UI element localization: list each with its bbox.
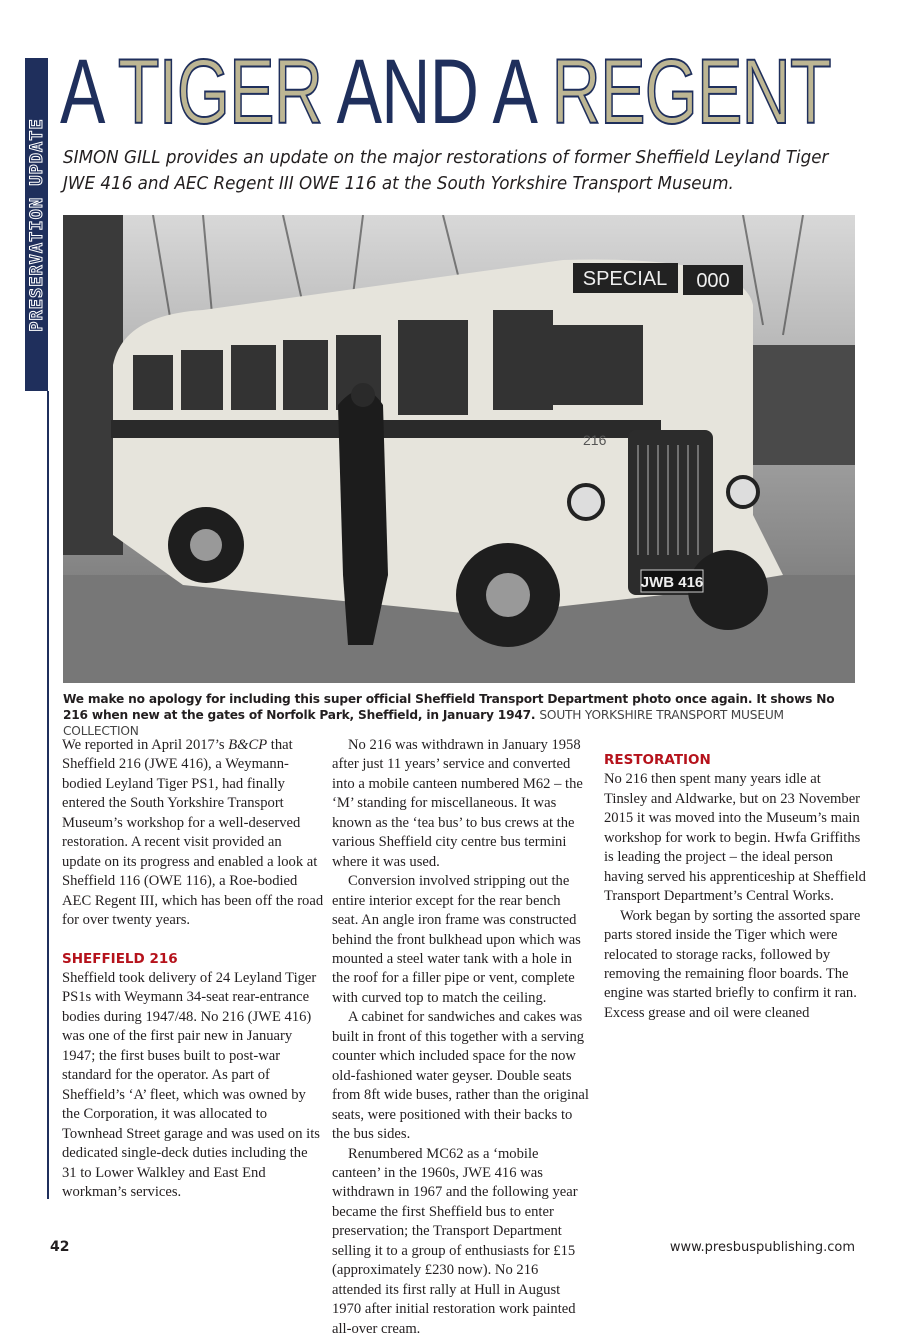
title-word-regent: REGENT <box>551 41 831 143</box>
destination-blind: SPECIAL <box>582 268 668 290</box>
intro-text: We reported in April 2017’s <box>62 737 229 753</box>
fleet-number: 216 <box>583 432 607 448</box>
paragraph: Conversion involved stripping out the entire interior except for the rear bench seat. An angle iron frame was constructed behind the front bulkhead upon which was mounted a steel water tank with a hole in the roof for a filler pipe or vent, complete with curved top to match the ceiling. <box>332 873 581 1006</box>
caption-credit: SOUTH YORKSHIRE TRANSPORT MUSEUM COLLECTION <box>63 708 784 738</box>
intro-text: that Sheffield 216 (JWE 416), a Weymann-bodied Leyland Tiger PS1, had finally entered the South Yorkshire Transport Museum’s workshop for a well-deserved restoration. A recent visit provided an update on its progress and enabled a look at Sheffield 116 (OWE 116), a Roe-bodied AEC Regent III, which has been off the road for over twenty years. <box>62 737 324 929</box>
paragraph: A cabinet for sandwiches and cakes was built in front of this together with a serving counter which included space for the now old-fashioned water geyser. Double seats from 8ft wide buses, rather than the original seats, were positioned with their backs to the bus sides. <box>332 1009 589 1143</box>
article-column-2 <box>332 736 590 1339</box>
paragraph-intro <box>62 736 324 931</box>
bus-photo-image <box>63 215 855 683</box>
article-column-3-restoration <box>604 736 866 1206</box>
photo-caption <box>63 691 863 739</box>
section-tab <box>25 58 48 391</box>
margin-rule <box>47 391 49 1199</box>
paragraph: No 216 was withdrawn in January 1958 after just 11 years’ service and converted into a mobile canteen numbered M62 – the ‘M’ standing for miscellaneous. It was known as the ‘tea bus’ to bus crews at the various Sheffield city centre bus termini where it was used. <box>332 737 583 870</box>
title-word: A <box>60 41 118 143</box>
publisher-url: www.presbuspublishing.com <box>669 1240 855 1255</box>
section-tab-label: PRESERVATION UPDATE <box>26 117 47 332</box>
paragraph: Work began by sorting the assorted spare parts stored inside the Tiger which were relocated to storage racks, followed by removing the remaining floor boards. The engine was started briefly to confirm it ran. Excess grease and oil were cleaned <box>604 907 861 1021</box>
paragraph: Renumbered MC62 as a ‘mobile canteen’ in the 1960s, JWE 416 was withdrawn in 1967 and the following year became the first Sheffield bus to enter preservation; the Transport Department selling it to a group of enthusiasts for £15 (approximately £230 now). No 216 attended its first rally at Hull in August 1970 after initial restoration work painted all-over cream. <box>332 1145 578 1337</box>
paragraph: Sheffield took delivery of 24 Leyland Tiger PS1s with Weymann 34-seat rear-entrance bodies during 1947/48. No 216 (JWE 416) was one of the first pair new in January 1947; the first buses built to post-war standard for the operator. As part of Sheffield’s ‘A’ fleet, which was owned by the Corporation, it was allocated to Townhead Street garage and was used on its dedicated single-deck duties including the 31 to Lower Walkley and East End workman’s services. <box>62 969 320 1200</box>
subheading-sheffield-216: SHEFFIELD 216 <box>62 950 178 967</box>
page-number: 42 <box>50 1239 70 1255</box>
registration-plate: JWB 416 <box>640 574 704 591</box>
title-word: AND A <box>322 41 552 143</box>
paragraph: No 216 then spent many years idle at Tinsley and Aldwarke, but on 23 November 2015 it was moved into the Museum’s main workshop for work to begin. Hwfa Griffiths is leading the project – the ideal person having served his apprenticeship at Sheffield Transport Department’s Central Works. <box>604 771 866 905</box>
bus-photo <box>63 215 855 683</box>
title-word-tiger: TIGER <box>117 41 323 143</box>
article-column-1 <box>62 736 324 1202</box>
subheading-restoration: RESTORATION <box>604 752 711 768</box>
caption-text: We make no apology for including this super official Sheffield Transport Department photo once again. It shows No 216 when new at the gates of Norfolk Park, Sheffield, in January 1947. <box>63 692 835 722</box>
standfirst: SIMON GILL provides an update on the major restorations of former Sheffield Leyland Tiger JWE 416 and AEC Regent III OWE 116 at the South Yorkshire Transport Museum. <box>63 147 829 194</box>
route-blind: 000 <box>696 270 730 292</box>
magazine-name: B&CP <box>228 737 268 753</box>
page-title <box>60 41 831 143</box>
